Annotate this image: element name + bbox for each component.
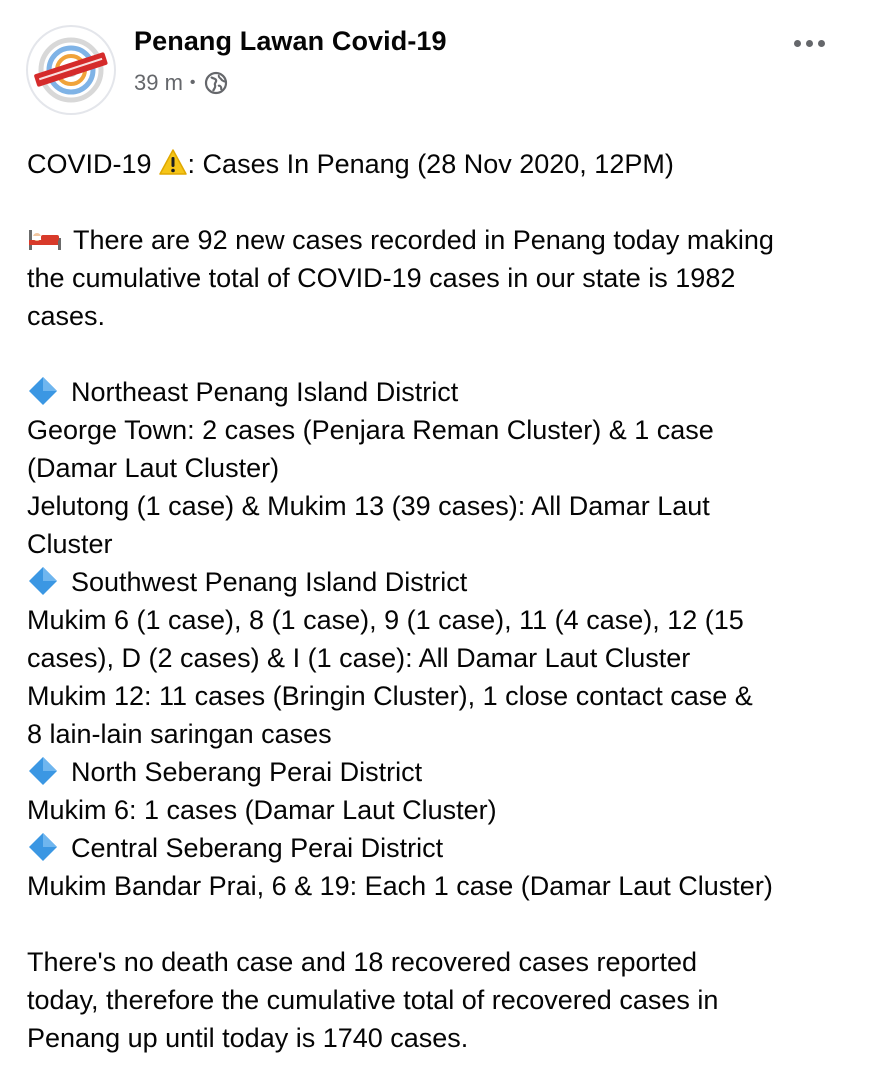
- district-detail: Mukim 6 (1 case), 8 (1 case), 9 (1 case), 11 (4 case), 12 (15: [27, 605, 744, 635]
- district-detail: cases), D (2 cases) & I (1 case): All Damar Laut Cluster: [27, 643, 691, 673]
- district-heading: [27, 829, 847, 867]
- district-heading: [27, 373, 847, 411]
- blue-diamond-icon: [27, 755, 59, 787]
- district-name: Central Seberang Perai District: [71, 833, 444, 863]
- district-heading: [27, 563, 847, 601]
- post-header: [0, 0, 871, 120]
- meta-separator: •: [189, 74, 196, 91]
- globe-icon[interactable]: [204, 71, 228, 95]
- closing-text-1: There's no death case and 18 recovered cases reported: [27, 947, 698, 977]
- post-time[interactable]: 39 m: [134, 70, 183, 95]
- district-detail: Jelutong (1 case) & Mukim 13 (39 cases): All Damar Laut: [27, 491, 710, 521]
- district-detail: Mukim Bandar Prai, 6 & 19: Each 1 case (Damar Laut Cluster): [27, 871, 773, 901]
- page-name[interactable]: Penang Lawan Covid-19: [134, 26, 447, 56]
- closing-text-2: today, therefore the cumulative total of recovered cases in: [27, 985, 719, 1015]
- district-detail: 8 lain-lain saringan cases: [27, 719, 332, 749]
- district-heading: [27, 753, 847, 791]
- district-name: North Seberang Perai District: [71, 757, 423, 787]
- post-title-line: [27, 145, 847, 183]
- blue-diamond-icon: [27, 375, 59, 407]
- district-detail: George Town: 2 cases (Penjara Reman Cluster) & 1 case: [27, 415, 714, 445]
- title-suffix: : Cases In Penang (28 Nov 2020, 12PM): [187, 149, 674, 179]
- warning-icon: [158, 148, 188, 176]
- more-options-dot: [794, 40, 801, 47]
- intro-text-2: the cumulative total of COVID-19 cases in our state is 1982: [27, 263, 736, 293]
- closing-text-3: Penang up until today is 1740 cases.: [27, 1023, 469, 1053]
- blue-diamond-icon: [27, 565, 59, 597]
- district-detail: (Damar Laut Cluster): [27, 453, 280, 483]
- district-detail: Mukim 6: 1 cases (Damar Laut Cluster): [27, 795, 497, 825]
- more-options-dot: [806, 40, 813, 47]
- post-body: [27, 145, 847, 1057]
- more-options-button[interactable]: [785, 28, 833, 58]
- blue-diamond-icon: [27, 831, 59, 863]
- page-avatar[interactable]: [26, 25, 116, 115]
- title-prefix: COVID-19: [27, 149, 152, 179]
- district-name: Southwest Penang Island District: [71, 567, 468, 597]
- spacer: [27, 335, 847, 373]
- intro-line: [27, 221, 847, 259]
- hospital-bed-icon: [27, 226, 63, 252]
- more-options-dot: [818, 40, 825, 47]
- spacer: [27, 905, 847, 943]
- district-name: Northeast Penang Island District: [71, 377, 459, 407]
- district-detail: Mukim 12: 11 cases (Bringin Cluster), 1 close contact case &: [27, 681, 753, 711]
- intro-text-3: cases.: [27, 301, 106, 331]
- post-meta: [134, 68, 228, 98]
- page-logo-icon: [28, 27, 114, 113]
- spacer: [27, 183, 847, 221]
- intro-text-1: There are 92 new cases recorded in Penang today making: [73, 225, 774, 255]
- district-detail: Cluster: [27, 529, 113, 559]
